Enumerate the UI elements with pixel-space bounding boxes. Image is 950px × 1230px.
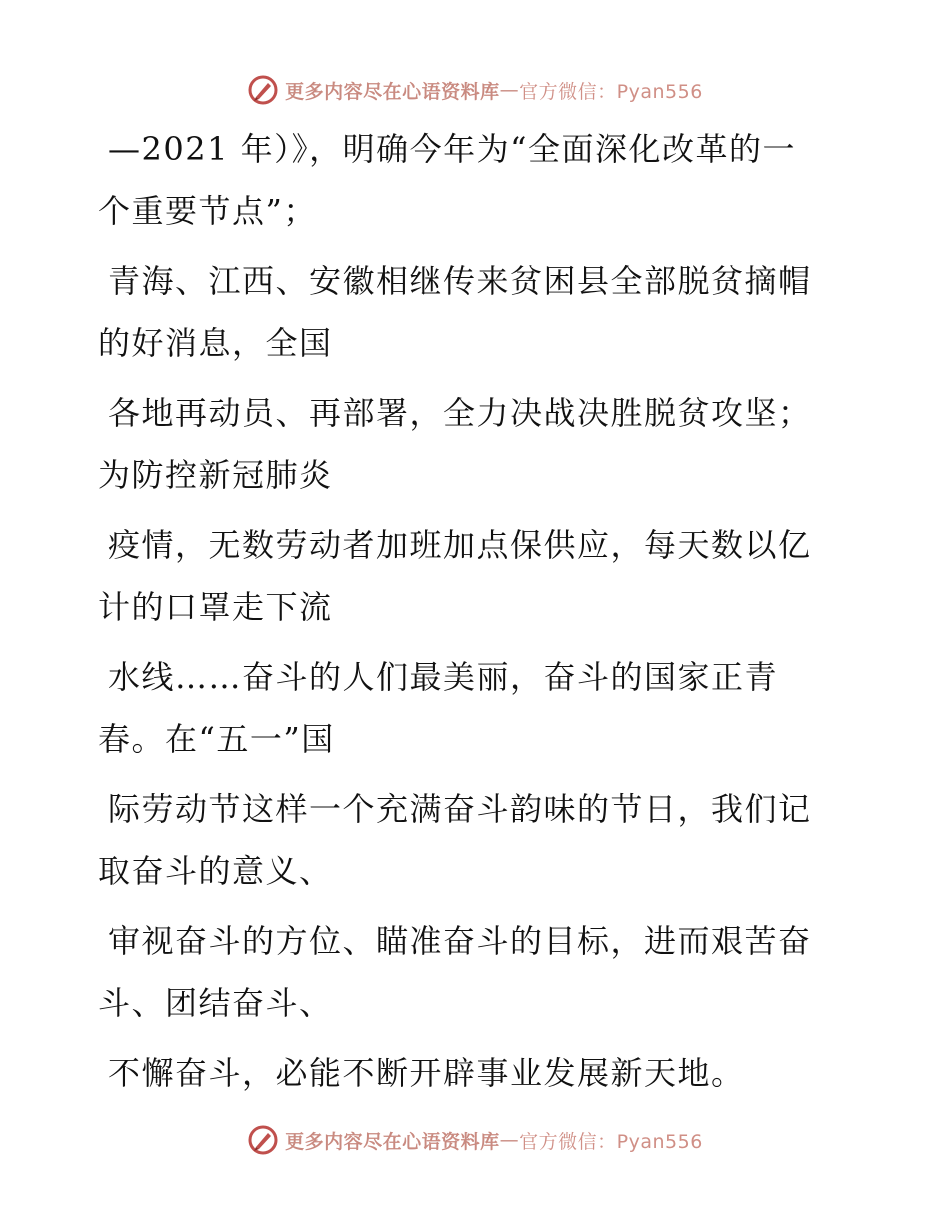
paragraph-line: 为防控新冠肺炎: [98, 456, 333, 494]
document-body: [98, 118, 858, 1104]
watermark-library-text: 更多内容尽在心语资料库: [285, 1130, 500, 1153]
paragraph-line: 的好消息，全国: [98, 324, 333, 362]
footer-watermark: [0, 1120, 950, 1160]
watermark-separator: —: [499, 79, 520, 101]
watermark-separator: —: [499, 1129, 520, 1151]
paragraph: [98, 910, 858, 1034]
watermark-library-text: 更多内容尽在心语资料库: [285, 80, 500, 103]
header-watermark: [0, 70, 950, 110]
paragraph-line: 疫情，无数劳动者加班加点保供应，每天数以亿: [108, 526, 812, 564]
paragraph: [98, 778, 858, 902]
paragraph: [98, 1042, 858, 1104]
watermark-wechat-text: 官方微信：Pyan556: [519, 80, 703, 103]
paragraph: [98, 514, 858, 638]
paragraph-line: 计的口罩走下流: [98, 588, 333, 626]
paragraph-line: —2021 年）》，明确今年为“全面深化改革的一: [108, 130, 796, 168]
paragraph-line: 不懈奋斗，必能不断开辟事业发展新天地。: [108, 1054, 745, 1092]
paragraph-line: 青海、江西、安徽相继传来贫困县全部脱贫摘帽: [108, 262, 812, 300]
pen-logo-icon: [247, 74, 279, 106]
paragraph-line: 取奋斗的意义、: [98, 852, 333, 890]
paragraph-line: 际劳动节这样一个充满奋斗韵味的节日，我们记: [108, 790, 812, 828]
paragraph-line: 春。在“五一”国: [98, 720, 335, 758]
pen-logo-icon: [247, 1124, 279, 1156]
paragraph-line: 各地再动员、再部署，全力决战决胜脱贫攻坚；: [108, 394, 812, 432]
paragraph: [98, 118, 858, 242]
paragraph: [98, 646, 858, 770]
paragraph-line: 审视奋斗的方位、瞄准奋斗的目标，进而艰苦奋: [108, 922, 812, 960]
paragraph-line: 水线……奋斗的人们最美丽，奋斗的国家正青: [108, 658, 779, 696]
paragraph: [98, 250, 858, 374]
paragraph: [98, 382, 858, 506]
paragraph-line: 个重要节点”；: [98, 192, 317, 230]
paragraph-line: 斗、团结奋斗、: [98, 984, 333, 1022]
watermark-wechat-text: 官方微信：Pyan556: [519, 1130, 703, 1153]
